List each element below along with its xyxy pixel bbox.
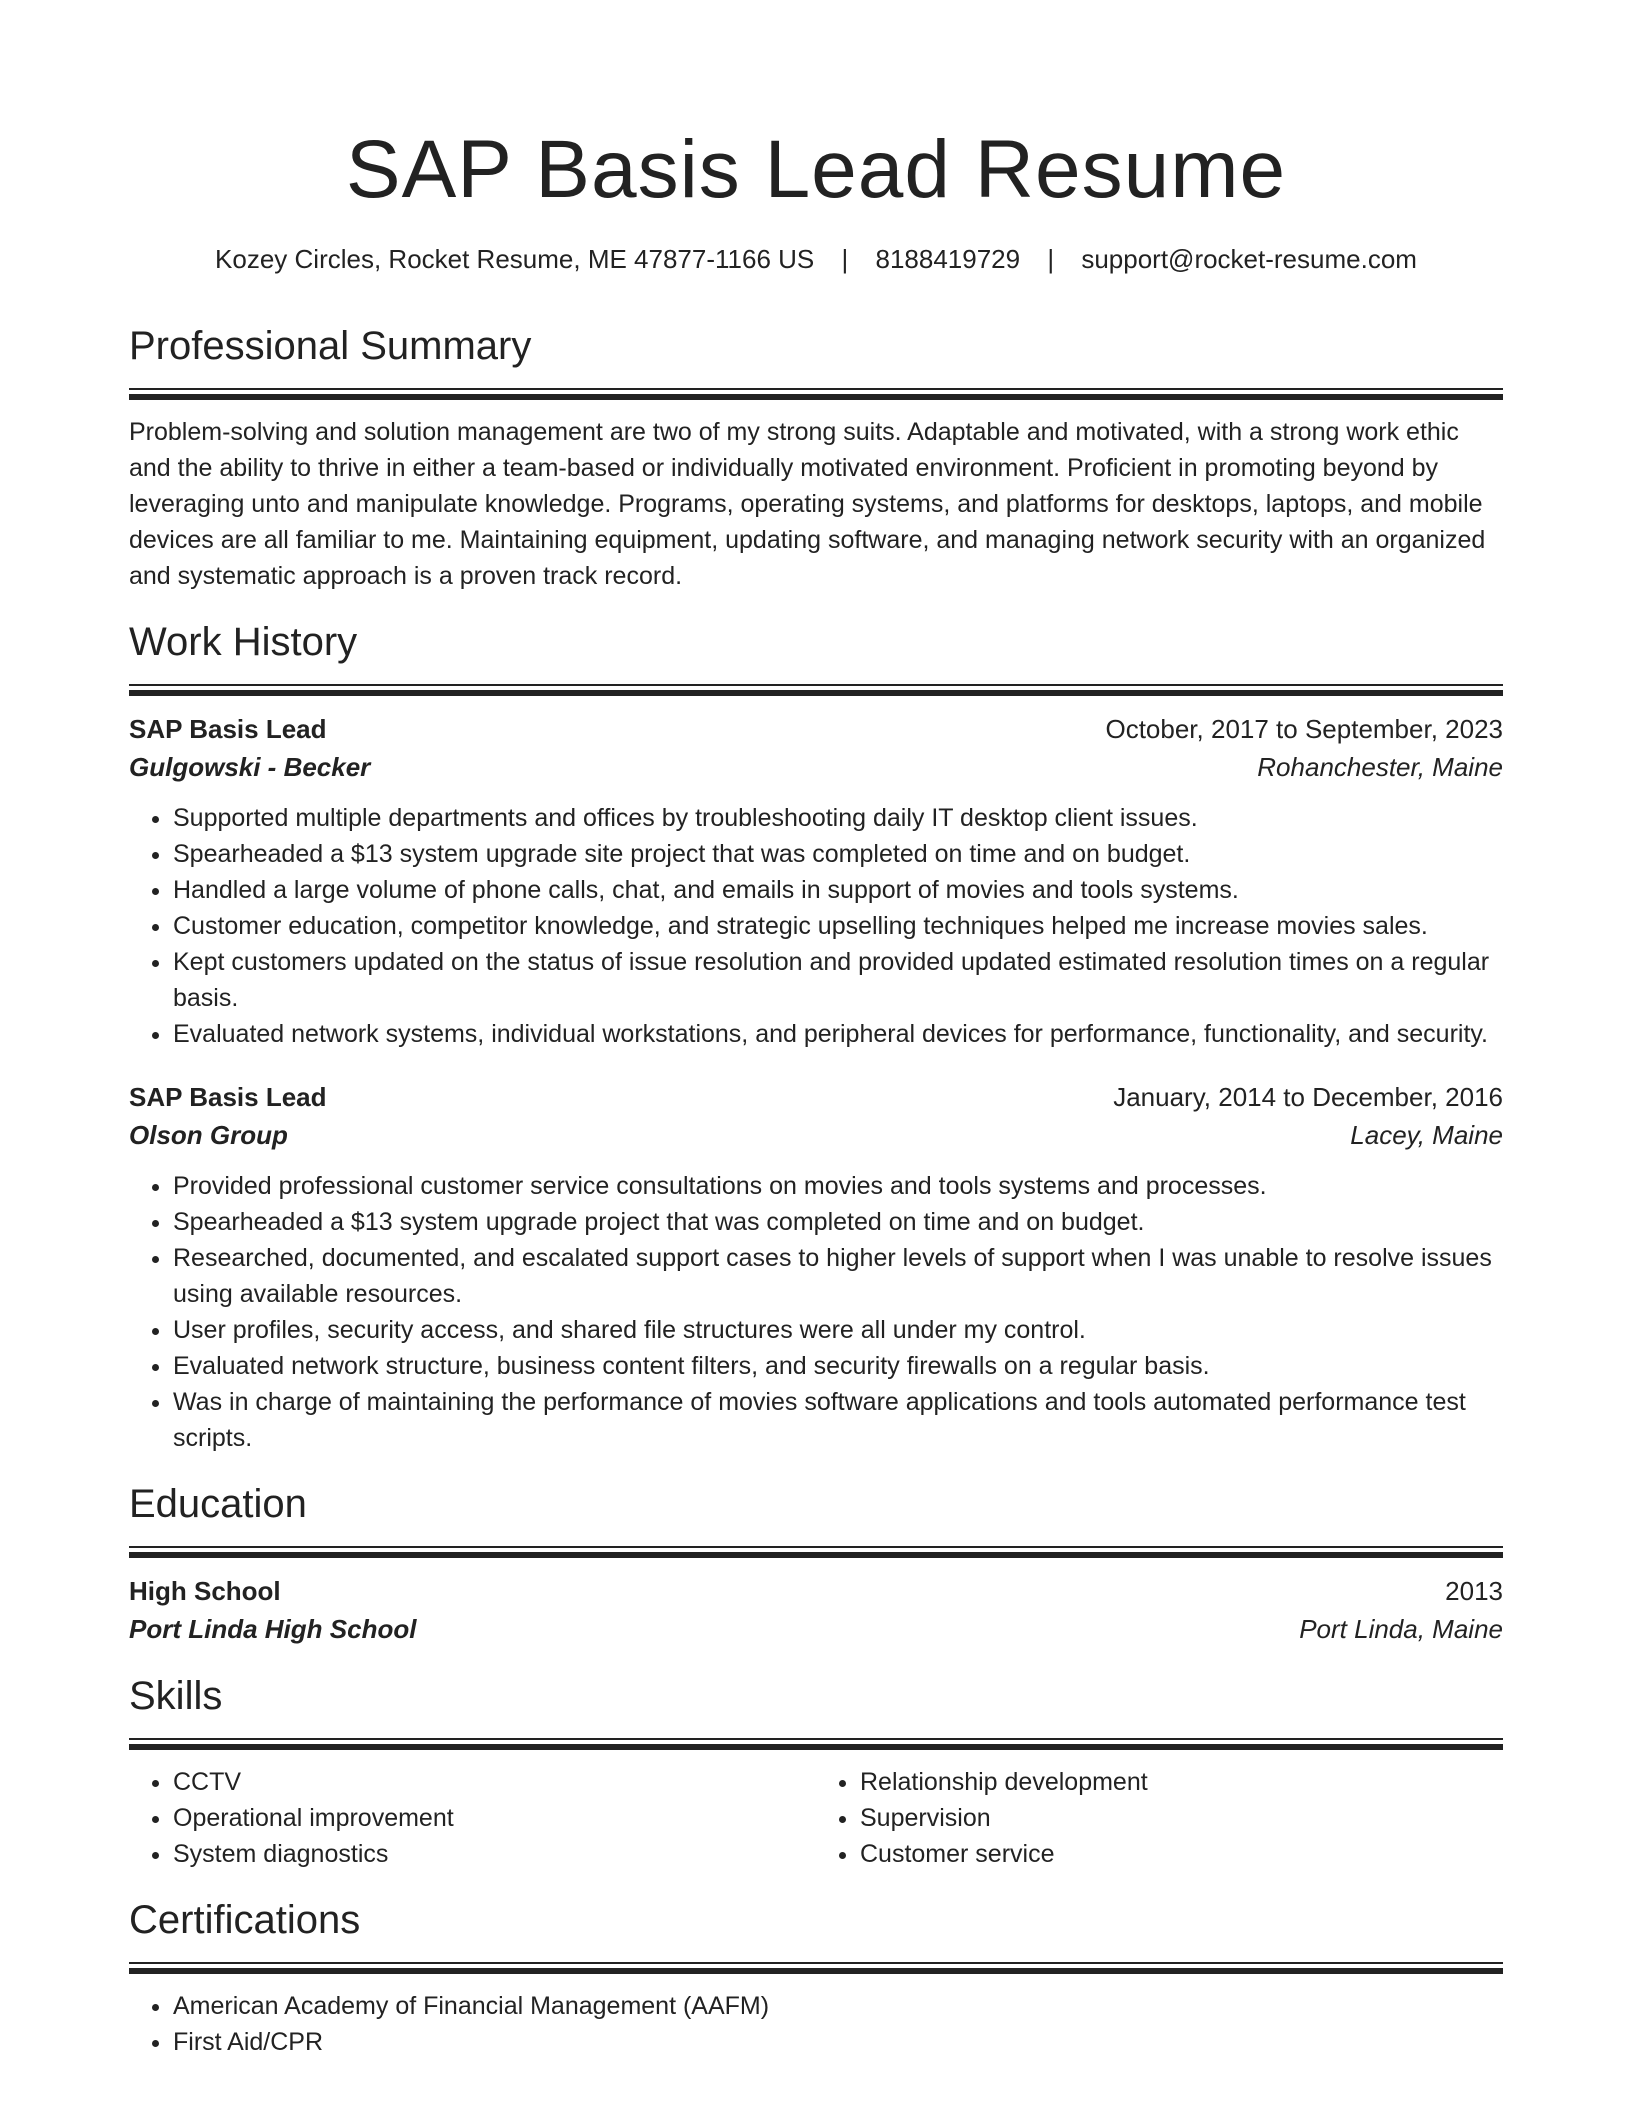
job-entry: [129, 710, 1503, 1052]
list-item: • American Academy of Financial Management (AAFM): [173, 1988, 1503, 2024]
list-item: • Kept customers updated on the status of issue resolution and provided updated estimated resolution times on a regular basis.: [173, 944, 1503, 1016]
list-item: • Evaluated network structure, business content filters, and security firewalls on a regular basis.: [173, 1348, 1503, 1384]
job-company: Olson Group: [129, 1120, 288, 1150]
job-bullets: [129, 1168, 1503, 1456]
job-location: Rohanchester, Maine: [1257, 752, 1503, 782]
contact-email: support@rocket-resume.com: [1081, 244, 1417, 274]
education-section: [129, 1478, 1503, 1648]
job-location: Lacey, Maine: [1350, 1120, 1503, 1150]
job-company: Gulgowski - Becker: [129, 752, 371, 782]
list-item: • Supervision: [860, 1800, 1503, 1836]
section-divider: [129, 684, 1503, 696]
list-item: • Provided professional customer service consultations on movies and tools systems and processes.: [173, 1168, 1503, 1204]
list-item: • Handled a large volume of phone calls, chat, and emails in support of movies and tools systems.: [173, 872, 1503, 908]
work-history-heading: Work History: [129, 620, 358, 664]
skills-grid: [129, 1764, 1503, 1872]
list-item: • Customer service: [860, 1836, 1503, 1872]
certifications-section: [129, 1894, 1503, 2060]
section-divider: [129, 1738, 1503, 1750]
job-dates: October, 2017 to September, 2023: [1105, 714, 1503, 744]
certifications-heading: Certifications: [129, 1898, 361, 1942]
skills-section: [129, 1670, 1503, 1872]
education-heading: Education: [129, 1482, 307, 1526]
work-history-section: [129, 616, 1503, 1456]
education-school: Port Linda High School: [129, 1614, 417, 1644]
job-bullets: [129, 800, 1503, 1052]
list-item: • First Aid/CPR: [173, 2024, 1503, 2060]
section-divider: [129, 1962, 1503, 1974]
list-item: • Relationship development: [860, 1764, 1503, 1800]
list-item: • Operational improvement: [173, 1800, 816, 1836]
job-entry: [129, 1078, 1503, 1456]
summary-heading: Professional Summary: [129, 324, 532, 368]
job-title: SAP Basis Lead: [129, 714, 327, 744]
list-item: • Spearheaded a $13 system upgrade project that was completed on time and on budget.: [173, 1204, 1503, 1240]
contact-phone: 8188419729: [875, 244, 1021, 274]
contact-separator: |: [841, 244, 849, 274]
education-location: Port Linda, Maine: [1299, 1614, 1503, 1644]
skills-heading: Skills: [129, 1674, 223, 1718]
job-dates: January, 2014 to December, 2016: [1113, 1082, 1503, 1112]
education-degree: High School: [129, 1576, 281, 1606]
summary-text: Problem-solving and solution management are two of my strong suits. Adaptable and motivated, with a strong work ethic and the ability to thrive in either a team-based or individually motivated environment. Proficient in promoting beyond by leveraging unto and manipulate knowledge. Programs, operating systems, and platforms for desktops, laptops, and mobile devices are all familiar to me. Maintaining equipment, updating software, and managing network security with an organized and systematic approach is a proven track record.: [129, 418, 1486, 590]
list-item: • Researched, documented, and escalated support cases to higher levels of support when I was unable to resolve issues using available resources.: [173, 1240, 1503, 1312]
list-item: • Spearheaded a $13 system upgrade site project that was completed on time and on budget.: [173, 836, 1503, 872]
resume-title: SAP Basis Lead Resume: [345, 124, 1287, 215]
list-item: • CCTV: [173, 1764, 816, 1800]
list-item: • Was in charge of maintaining the performance of movies software applications and tools automated performance test scripts.: [173, 1384, 1503, 1456]
section-divider: [129, 1546, 1503, 1558]
contact-separator: |: [1047, 244, 1055, 274]
job-title: SAP Basis Lead: [129, 1082, 327, 1112]
section-divider: [129, 388, 1503, 400]
skills-list-right: [816, 1764, 1503, 1872]
list-item: • Supported multiple departments and offices by troubleshooting daily IT desktop client issues.: [173, 800, 1503, 836]
list-item: • System diagnostics: [173, 1836, 816, 1872]
education-year: 2013: [1445, 1576, 1503, 1606]
contact-address: Kozey Circles, Rocket Resume, ME 47877-1166 US: [215, 244, 815, 274]
list-item: • Customer education, competitor knowledge, and strategic upselling techniques helped me increase movies sales.: [173, 908, 1503, 944]
list-item: • User profiles, security access, and shared file structures were all under my control.: [173, 1312, 1503, 1348]
list-item: • Evaluated network systems, individual workstations, and peripheral devices for performance, functionality, and security.: [173, 1016, 1503, 1052]
contact-line: [129, 242, 1503, 276]
certifications-list: [129, 1988, 1503, 2060]
skills-list-left: [129, 1764, 816, 1872]
summary-section: [129, 320, 1503, 594]
